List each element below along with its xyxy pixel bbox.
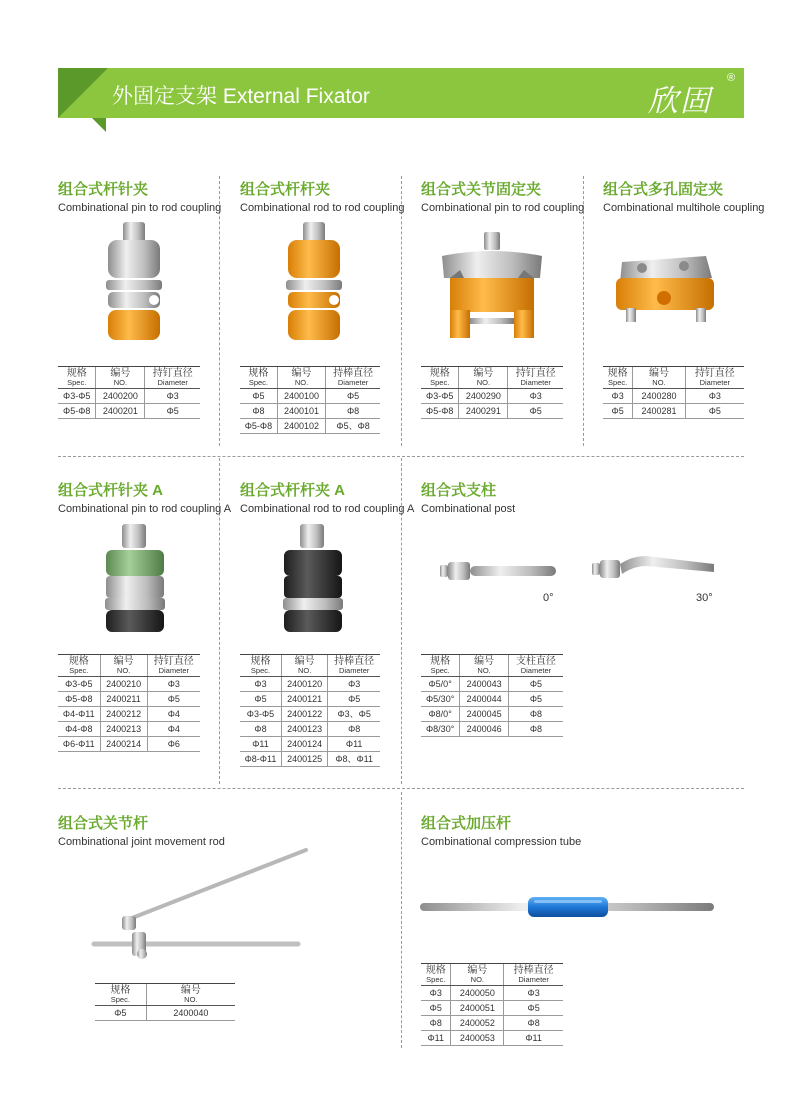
spec-table-row bbox=[421, 389, 563, 404]
spec-cell: 2400290 bbox=[459, 389, 508, 404]
spec-column-header bbox=[240, 655, 281, 677]
product-title-cn: 组合式杆针夹 bbox=[58, 181, 149, 198]
spec-cell: Φ8 bbox=[508, 707, 563, 722]
column-header-en: Spec. bbox=[67, 378, 87, 387]
spec-cell: Φ5 bbox=[240, 389, 277, 404]
spec-cell: 2400121 bbox=[281, 692, 327, 707]
product-title-cn: 组合式多孔固定夹 bbox=[603, 181, 724, 198]
spec-cell: Φ5-Φ8 bbox=[421, 404, 459, 419]
spec-cell: Φ3 bbox=[147, 677, 200, 692]
multihole-coupling-image bbox=[612, 248, 718, 328]
column-header-en: Diameter bbox=[520, 666, 552, 675]
spec-cell: Φ5/30° bbox=[421, 692, 460, 707]
spec-table bbox=[58, 366, 200, 419]
spec-cell: 2400210 bbox=[100, 677, 147, 692]
spec-cell: 2400280 bbox=[633, 389, 685, 404]
spec-cell: 2400213 bbox=[100, 722, 147, 737]
spec-cell: Φ8 bbox=[240, 404, 277, 419]
spec-cell: Φ4 bbox=[147, 707, 200, 722]
spec-column-header bbox=[421, 964, 451, 986]
column-header-en: Spec. bbox=[430, 378, 450, 387]
spec-cell: Φ8/30° bbox=[421, 722, 460, 737]
joint-fixation-clamp-image bbox=[440, 232, 544, 342]
column-header-en: NO. bbox=[470, 975, 485, 984]
spec-cell: 2400281 bbox=[633, 404, 685, 419]
spec-table-header-row bbox=[95, 984, 235, 1006]
spec-column-header bbox=[146, 984, 235, 1006]
spec-cell: 2400123 bbox=[281, 722, 327, 737]
spec-table-row bbox=[240, 722, 380, 737]
spec-cell: Φ5 bbox=[147, 692, 200, 707]
column-divider bbox=[401, 176, 402, 446]
column-header-en: Spec. bbox=[248, 378, 269, 387]
column-header-cn: 编号 bbox=[291, 368, 312, 379]
spec-cell: Φ6 bbox=[147, 737, 200, 752]
spec-table-row bbox=[58, 389, 200, 404]
product-title-en: Combinational pin to rod coupling bbox=[58, 202, 222, 214]
spec-column-header bbox=[145, 367, 200, 389]
spec-cell: Φ8/0° bbox=[421, 707, 460, 722]
column-header-cn: 持棒直径 bbox=[513, 965, 554, 976]
spec-table-row bbox=[58, 677, 200, 692]
spec-column-header bbox=[240, 367, 277, 389]
spec-column-header bbox=[95, 984, 146, 1006]
column-divider bbox=[401, 792, 402, 1048]
spec-cell: Φ11 bbox=[328, 737, 380, 752]
spec-cell: Φ5 bbox=[95, 1006, 146, 1021]
spec-cell: 2400122 bbox=[281, 707, 327, 722]
product-section bbox=[240, 482, 414, 516]
combinational-post-straight-image bbox=[440, 560, 558, 582]
product-section bbox=[58, 815, 225, 849]
spec-cell: Φ5 bbox=[421, 1001, 451, 1016]
column-header-en: NO. bbox=[297, 666, 312, 675]
banner-flap-decoration bbox=[58, 68, 108, 118]
column-header-cn: 规格 bbox=[110, 985, 131, 996]
spec-cell: Φ5-Φ8 bbox=[58, 404, 96, 419]
spec-table-row bbox=[421, 986, 563, 1001]
product-title-en: Combinational compression tube bbox=[421, 836, 582, 848]
spec-cell: Φ8 bbox=[504, 1016, 563, 1031]
column-header-cn: 持钉直径 bbox=[694, 368, 735, 379]
column-header-cn: 规格 bbox=[66, 368, 87, 379]
page-title: 外固定支架 External Fixator bbox=[112, 85, 370, 108]
spec-table bbox=[95, 983, 235, 1021]
spec-cell: Φ3 bbox=[504, 986, 563, 1001]
spec-cell: Φ5-Φ8 bbox=[58, 692, 100, 707]
spec-cell: Φ8 bbox=[508, 722, 563, 737]
spec-table-row bbox=[421, 692, 563, 707]
spec-table-row bbox=[421, 1031, 563, 1046]
product-title-en: Combinational pin to rod coupling A bbox=[58, 503, 232, 515]
column-header-en: Diameter bbox=[520, 378, 551, 387]
column-header-cn: 持钉直径 bbox=[515, 368, 556, 379]
product-section bbox=[58, 482, 231, 516]
spec-cell: Φ5 bbox=[145, 404, 200, 419]
product-section bbox=[603, 181, 764, 215]
spec-cell: Φ8 bbox=[421, 1016, 451, 1031]
joint-movement-rod-image bbox=[92, 846, 312, 966]
spec-table-row bbox=[58, 692, 200, 707]
banner-tail-decoration bbox=[92, 118, 106, 132]
spec-column-header bbox=[58, 367, 96, 389]
spec-cell: Φ8-Φ11 bbox=[240, 752, 281, 767]
column-divider bbox=[219, 176, 220, 446]
spec-table-row bbox=[240, 707, 380, 722]
product-title-en: Combinational joint movement rod bbox=[58, 836, 225, 848]
column-header-en: Spec. bbox=[430, 666, 450, 675]
spec-cell: 2400201 bbox=[96, 404, 145, 419]
spec-cell: Φ11 bbox=[504, 1031, 563, 1046]
product-title-cn: 组合式杆针夹 A bbox=[58, 482, 164, 499]
column-header-cn: 编号 bbox=[648, 368, 669, 379]
column-header-en: NO. bbox=[294, 378, 309, 387]
product-title-en: Combinational pin to rod coupling bbox=[421, 202, 585, 214]
spec-table-row bbox=[58, 722, 200, 737]
spec-cell: 2400051 bbox=[451, 1001, 504, 1016]
spec-table-row bbox=[58, 707, 200, 722]
product-title-cn: 组合式杆杆夹 A bbox=[240, 482, 346, 499]
column-header-cn: 编号 bbox=[473, 368, 494, 379]
spec-column-header bbox=[633, 367, 685, 389]
spec-cell: 2400101 bbox=[277, 404, 325, 419]
spec-cell: Φ3 bbox=[508, 389, 563, 404]
column-header-cn: 持棒直径 bbox=[334, 656, 375, 667]
column-header-cn: 规格 bbox=[430, 656, 451, 667]
spec-cell: 2400052 bbox=[451, 1016, 504, 1031]
spec-column-header bbox=[326, 367, 380, 389]
column-header-en: Diameter bbox=[338, 666, 370, 675]
spec-column-header bbox=[277, 367, 325, 389]
product-section bbox=[421, 815, 581, 849]
spec-table-header-row bbox=[603, 367, 744, 389]
spec-table-header-row bbox=[58, 367, 200, 389]
spec-column-header bbox=[147, 655, 200, 677]
column-header-en: Diameter bbox=[158, 666, 190, 675]
rod-to-rod-coupling-a-image bbox=[278, 524, 348, 636]
product-section bbox=[240, 181, 405, 215]
spec-column-header bbox=[281, 655, 327, 677]
column-header-cn: 规格 bbox=[250, 656, 271, 667]
spec-cell: Φ5/0° bbox=[421, 677, 460, 692]
brand-logo: 欣固 bbox=[648, 84, 712, 119]
column-header-en: NO. bbox=[652, 378, 666, 387]
column-header-cn: 持棒直径 bbox=[333, 368, 374, 379]
spec-cell: Φ5 bbox=[508, 404, 563, 419]
compression-tube-image bbox=[420, 894, 714, 920]
spec-cell: Φ3 bbox=[145, 389, 200, 404]
spec-cell: Φ4 bbox=[147, 722, 200, 737]
spec-column-header bbox=[504, 964, 563, 986]
spec-column-header bbox=[58, 655, 100, 677]
spec-table-row bbox=[421, 707, 563, 722]
spec-table-row bbox=[240, 389, 380, 404]
spec-cell: 2400050 bbox=[451, 986, 504, 1001]
spec-table-header-row bbox=[240, 655, 380, 677]
spec-table-row bbox=[421, 722, 563, 737]
spec-cell: 2400102 bbox=[277, 419, 325, 434]
product-section bbox=[58, 181, 221, 215]
spec-cell: Φ4-Φ11 bbox=[58, 707, 100, 722]
column-header-cn: 持钉直径 bbox=[153, 656, 194, 667]
spec-column-header bbox=[96, 367, 145, 389]
spec-cell: 2400043 bbox=[460, 677, 509, 692]
spec-cell: Φ11 bbox=[421, 1031, 451, 1046]
spec-cell: 2400040 bbox=[146, 1006, 235, 1021]
registered-mark: ® bbox=[727, 72, 736, 84]
column-header-cn: 编号 bbox=[180, 985, 201, 996]
spec-table-row bbox=[603, 404, 744, 419]
product-title-en: Combinational post bbox=[421, 503, 516, 515]
column-header-en: Spec. bbox=[608, 378, 628, 387]
spec-cell: 2400124 bbox=[281, 737, 327, 752]
spec-table bbox=[421, 654, 563, 737]
spec-cell: Φ5 bbox=[603, 404, 633, 419]
spec-table-row bbox=[240, 737, 380, 752]
spec-table-row bbox=[240, 677, 380, 692]
column-header-cn: 规格 bbox=[425, 965, 446, 976]
spec-table-header-row bbox=[58, 655, 200, 677]
spec-column-header bbox=[603, 367, 633, 389]
spec-table-row bbox=[421, 1001, 563, 1016]
spec-cell: Φ3 bbox=[603, 389, 633, 404]
spec-table bbox=[58, 654, 200, 752]
pin-to-rod-coupling-a-image bbox=[100, 524, 170, 636]
product-title-cn: 组合式关节杆 bbox=[58, 815, 149, 832]
spec-cell: 2400291 bbox=[459, 404, 508, 419]
product-title-en: Combinational rod to rod coupling bbox=[240, 202, 405, 214]
column-header-en: Spec. bbox=[69, 666, 89, 675]
spec-cell: 2400211 bbox=[100, 692, 147, 707]
column-header-en: NO. bbox=[477, 666, 491, 675]
column-header-cn: 编号 bbox=[110, 368, 131, 379]
spec-cell: 2400045 bbox=[460, 707, 509, 722]
spec-cell: Φ5 bbox=[328, 692, 380, 707]
spec-cell: Φ3-Φ5 bbox=[421, 389, 459, 404]
product-title-cn: 组合式关节固定夹 bbox=[421, 181, 542, 198]
product-title-cn: 组合式杆杆夹 bbox=[240, 181, 331, 198]
column-header-en: Spec. bbox=[110, 995, 130, 1004]
spec-cell: Φ5 bbox=[240, 692, 281, 707]
pin-to-rod-coupling-image bbox=[100, 222, 170, 344]
spec-table-row bbox=[240, 404, 380, 419]
spec-cell: Φ3 bbox=[421, 986, 451, 1001]
column-header-en: Diameter bbox=[337, 378, 369, 387]
spec-column-header bbox=[451, 964, 504, 986]
spec-table bbox=[421, 366, 563, 419]
column-header-cn: 编号 bbox=[294, 656, 315, 667]
product-title-cn: 组合式加压杆 bbox=[421, 815, 512, 832]
spec-table-header-row bbox=[421, 964, 563, 986]
column-header-en: Spec. bbox=[426, 975, 446, 984]
spec-column-header bbox=[328, 655, 380, 677]
spec-cell: Φ5、Φ8 bbox=[326, 419, 380, 434]
row-divider bbox=[58, 456, 744, 457]
spec-table-header-row bbox=[421, 655, 563, 677]
spec-column-header bbox=[508, 655, 563, 677]
spec-cell: 2400044 bbox=[460, 692, 509, 707]
column-header-en: Spec. bbox=[250, 666, 271, 675]
column-header-cn: 规格 bbox=[429, 368, 450, 379]
spec-cell: 2400120 bbox=[281, 677, 327, 692]
spec-cell: Φ3 bbox=[240, 677, 281, 692]
spec-column-header bbox=[508, 367, 563, 389]
spec-table-header-row bbox=[240, 367, 380, 389]
product-section bbox=[421, 482, 515, 516]
product-title-en: Combinational rod to rod coupling A bbox=[240, 503, 415, 515]
spec-column-header bbox=[421, 655, 460, 677]
spec-column-header bbox=[460, 655, 509, 677]
column-header-cn: 持钉直径 bbox=[152, 368, 193, 379]
column-header-cn: 规格 bbox=[248, 368, 269, 379]
spec-cell: Φ4-Φ8 bbox=[58, 722, 100, 737]
column-header-cn: 支柱直径 bbox=[515, 656, 556, 667]
spec-cell: Φ5-Φ8 bbox=[240, 419, 277, 434]
combinational-post-angled-image bbox=[592, 550, 716, 582]
spec-cell: 2400125 bbox=[281, 752, 327, 767]
spec-table bbox=[240, 366, 380, 434]
column-header-cn: 编号 bbox=[113, 656, 134, 667]
spec-table-row bbox=[58, 404, 200, 419]
spec-cell: Φ3-Φ5 bbox=[58, 389, 96, 404]
column-header-en: NO. bbox=[116, 666, 131, 675]
spec-table bbox=[240, 654, 380, 767]
post-angle-label: 0° bbox=[543, 592, 554, 604]
spec-cell: Φ3 bbox=[685, 389, 744, 404]
spec-cell: 2400046 bbox=[460, 722, 509, 737]
spec-column-header bbox=[100, 655, 147, 677]
column-header-cn: 编号 bbox=[474, 656, 495, 667]
spec-table-row bbox=[240, 692, 380, 707]
spec-cell: Φ5 bbox=[508, 677, 563, 692]
spec-table-row bbox=[240, 752, 380, 767]
column-divider bbox=[583, 176, 584, 446]
spec-table-row bbox=[421, 677, 563, 692]
column-header-cn: 编号 bbox=[467, 965, 488, 976]
spec-table bbox=[603, 366, 744, 419]
spec-cell: Φ3、Φ5 bbox=[328, 707, 380, 722]
spec-cell: Φ5 bbox=[685, 404, 744, 419]
column-header-cn: 规格 bbox=[68, 656, 89, 667]
column-header-en: Diameter bbox=[518, 975, 549, 984]
spec-cell: Φ3 bbox=[328, 677, 380, 692]
spec-cell: Φ8、Φ11 bbox=[328, 752, 380, 767]
spec-cell: Φ6-Φ11 bbox=[58, 737, 100, 752]
spec-table-row bbox=[421, 404, 563, 419]
column-header-en: NO. bbox=[113, 378, 128, 387]
column-header-en: NO. bbox=[476, 378, 491, 387]
spec-table-header-row bbox=[421, 367, 563, 389]
spec-table-row bbox=[58, 737, 200, 752]
column-header-en: NO. bbox=[184, 995, 198, 1004]
column-header-en: Diameter bbox=[699, 378, 731, 387]
spec-cell: Φ5 bbox=[326, 389, 380, 404]
spec-cell: Φ3-Φ5 bbox=[240, 707, 281, 722]
spec-table-row bbox=[603, 389, 744, 404]
spec-cell: Φ8 bbox=[240, 722, 281, 737]
spec-cell: Φ5 bbox=[508, 692, 563, 707]
spec-cell: Φ8 bbox=[326, 404, 380, 419]
spec-cell: Φ8 bbox=[328, 722, 380, 737]
column-header-cn: 规格 bbox=[607, 368, 628, 379]
spec-table-row bbox=[240, 419, 380, 434]
spec-cell: 2400200 bbox=[96, 389, 145, 404]
post-angle-label: 30° bbox=[696, 592, 713, 604]
spec-cell: 2400212 bbox=[100, 707, 147, 722]
product-section bbox=[421, 181, 584, 215]
spec-cell: 2400053 bbox=[451, 1031, 504, 1046]
row-divider bbox=[58, 788, 744, 789]
product-title-en: Combinational multihole coupling bbox=[603, 202, 765, 214]
product-title-cn: 组合式支柱 bbox=[421, 482, 497, 499]
spec-column-header bbox=[421, 367, 459, 389]
spec-table bbox=[421, 963, 563, 1046]
spec-cell: Φ11 bbox=[240, 737, 281, 752]
spec-cell: 2400214 bbox=[100, 737, 147, 752]
spec-table-row bbox=[421, 1016, 563, 1031]
spec-column-header bbox=[459, 367, 508, 389]
column-header-en: Diameter bbox=[157, 378, 188, 387]
spec-column-header bbox=[685, 367, 744, 389]
spec-cell: 2400100 bbox=[277, 389, 325, 404]
spec-cell: Φ5 bbox=[504, 1001, 563, 1016]
spec-cell: Φ3-Φ5 bbox=[58, 677, 100, 692]
rod-to-rod-coupling-image bbox=[280, 222, 350, 344]
spec-table-row bbox=[95, 1006, 235, 1021]
